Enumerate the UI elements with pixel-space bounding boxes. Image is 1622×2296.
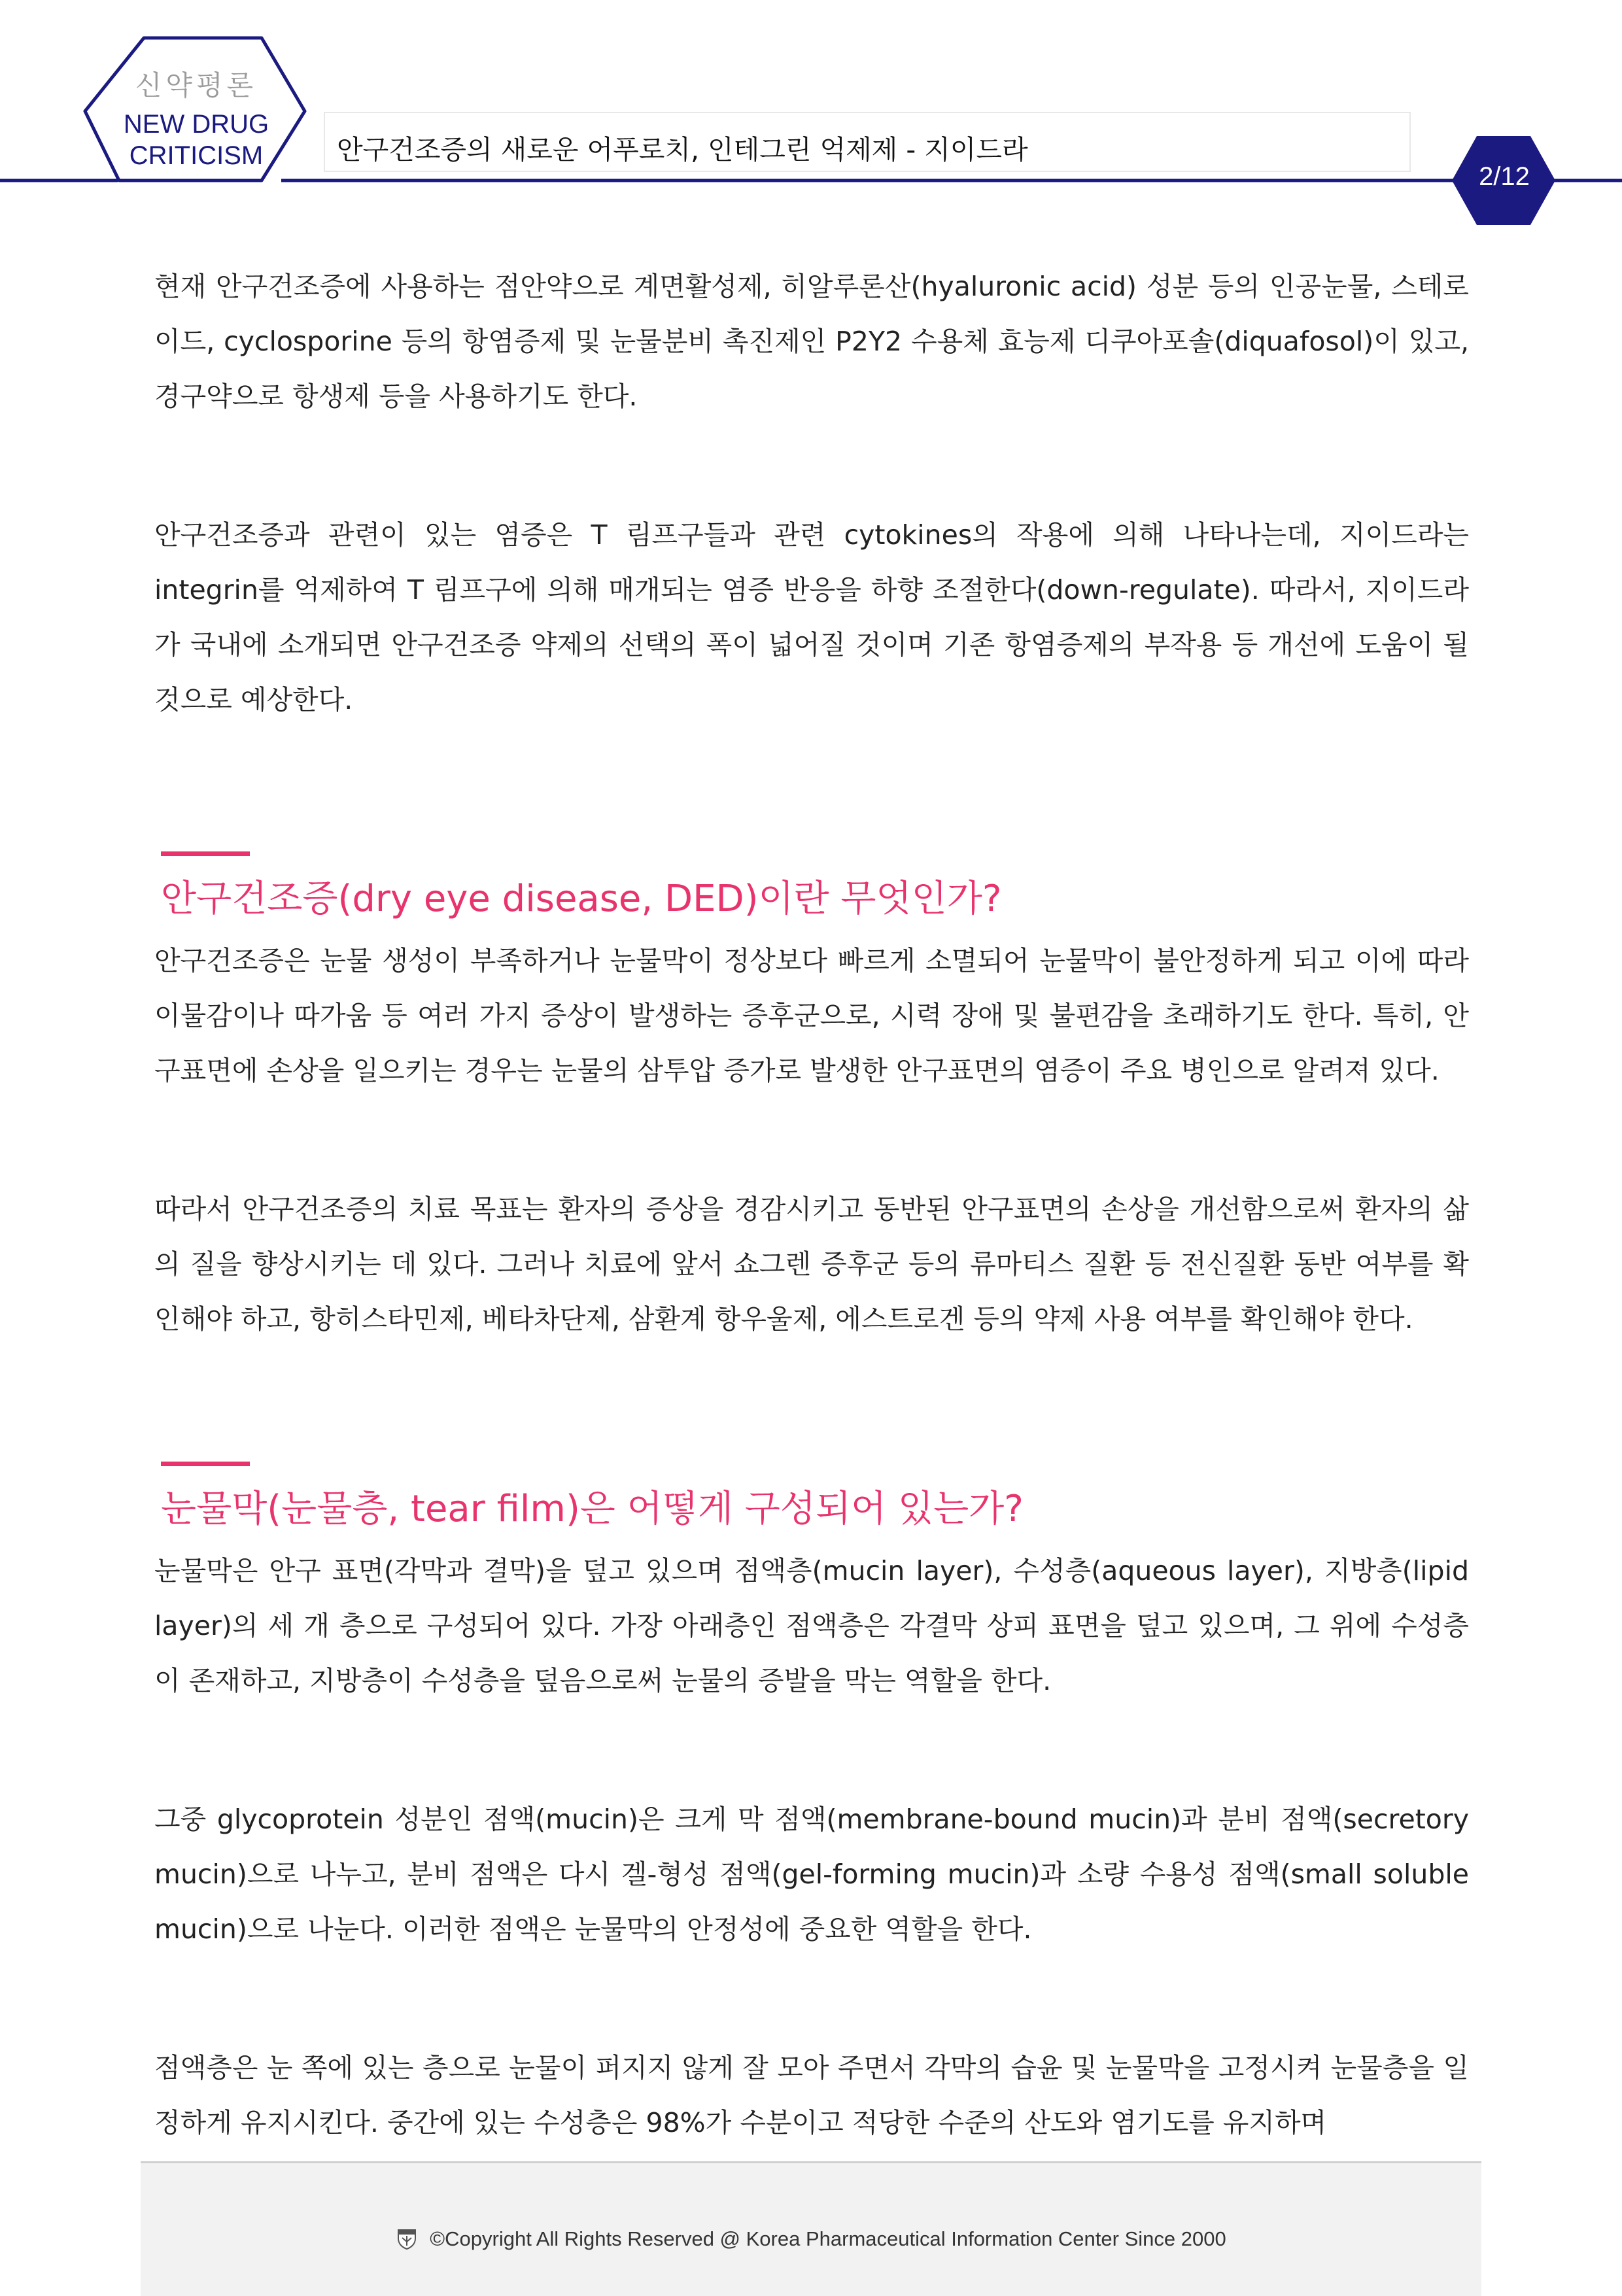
copyright-text: ©Copyright All Rights Reserved @ Korea Pharmaceutical Information Center Since 2000 xyxy=(430,2227,1226,2250)
intro-paragraph-1: 현재 안구건조증에 사용하는 점안약으로 계면활성제, 히알루론산(hyaluronic acid) 성분 등의 인공눈물, 스테로이드, cyclosporine 등의 항염증제 및 눈물분비 촉진제인 P2Y2 수용체 효능제 디쿠아포솔(diquafosol)이 있고, 경구약으로 항생제 등을 사용하기도 한다. xyxy=(154,271,1469,412)
document-title: 안구건조증의 새로운 어푸로치, 인테그린 억제제 - 지이드라 xyxy=(337,134,1028,165)
logo-english-line1: NEW DRUG xyxy=(123,110,269,139)
footer-content xyxy=(141,2227,1481,2251)
section-paragraph: 안구건조증은 눈물 생성이 부족하거나 눈물막이 정상보다 빠르게 소멸되어 눈물막이 불안정하게 되고 이에 따라 이물감이나 따가움 등 여러 가지 증상이 발생하는 증후군으로, 시력 장애 및 불편감을 초래하기도 한다. 특히, 안구표면에 손상을 일으키는 경우는 눈물의 삼투압 증가로 발생한 안구표면의 염증이 주요 병인으로 알려져 있다. xyxy=(154,945,1469,1086)
logo-english-line2: CRITICISM xyxy=(129,141,264,170)
page-footer xyxy=(141,2161,1481,2296)
section-paragraph: 따라서 안구건조증의 치료 목표는 환자의 증상을 경감시키고 동반된 안구표면의 손상을 개선함으로써 환자의 삶의 질을 향상시키는 데 있다. 그러나 치료에 앞서 쇼그렌 증후군 등의 류마티스 질환 등 전신질환 동반 여부를 확인해야 하고, 항히스타민제, 베타차단제, 삼환계 항우울제, 에스트로겐 등의 약제 사용 여부를 확인해야 한다. xyxy=(154,1193,1469,1335)
page-number: 2/12 xyxy=(1479,162,1530,191)
section-accent-bar xyxy=(161,1462,250,1466)
section-accent-bar xyxy=(161,851,250,856)
section-title: 안구건조증(dry eye disease, DED)이란 무엇인가? xyxy=(161,878,1002,920)
section-paragraph: 점액층은 눈 쪽에 있는 층으로 눈물이 퍼지지 않게 잘 모아 주면서 각막의 습윤 및 눈물막을 고정시켜 눈물층을 일정하게 유지시킨다. 중간에 있는 수성층은 98%가 수분이고 적당한 수준의 산도와 염기도를 유지하며 xyxy=(154,2052,1469,2138)
intro-paragraph-2: 안구건조증과 관련이 있는 염증은 T 림프구들과 관련 cytokines의 작용에 의해 나타나는데, 지이드라는 integrin를 억제하여 T 림프구에 의해 매개되는 염증 반응을 하향 조절한다(down-regulate). 따라서, 지이드라가 국내에 소개되면 안구건조증 약제의 선택의 폭이 넓어질 것이며 기존 항염증제의 부작용 등 개선에 도움이 될 것으로 예상한다. xyxy=(154,519,1469,715)
section-paragraph: 눈물막은 안구 표면(각막과 결막)을 덮고 있으며 점액층(mucin layer), 수성층(aqueous layer), 지방층(lipid layer)의 세 개 층으로 구성되어 있다. 가장 아래층인 점액층은 각결막 상피 표면을 덮고 있으며, 그 위에 수성층이 존재하고, 지방층이 수성층을 덮음으로써 눈물의 증발을 막는 역할을 한다. xyxy=(154,1555,1469,1696)
section-dry-eye-disease xyxy=(154,851,1469,1346)
shield-emblem-icon xyxy=(396,2228,418,2250)
page-header xyxy=(0,0,1622,235)
section-paragraph: 그중 glycoprotein 성분인 점액(mucin)은 크게 막 점액(membrane-bound mucin)과 분비 점액(secretory mucin)으로 나누고, 분비 점액은 다시 겔-형성 점액(gel-forming mucin)과 소량 수용성 점액(small soluble mucin)으로 나눈다. 이러한 점액은 눈물막의 안정성에 중요한 역할을 한다. xyxy=(154,1804,1469,1945)
document-body xyxy=(154,259,1469,2150)
section-tear-film xyxy=(154,1462,1469,2150)
logo-english-text xyxy=(98,109,294,171)
logo-korean-text: 신약평론 xyxy=(135,69,258,101)
section-title: 눈물막(눈물층, tear film)은 어떻게 구성되어 있는가? xyxy=(161,1488,1024,1530)
